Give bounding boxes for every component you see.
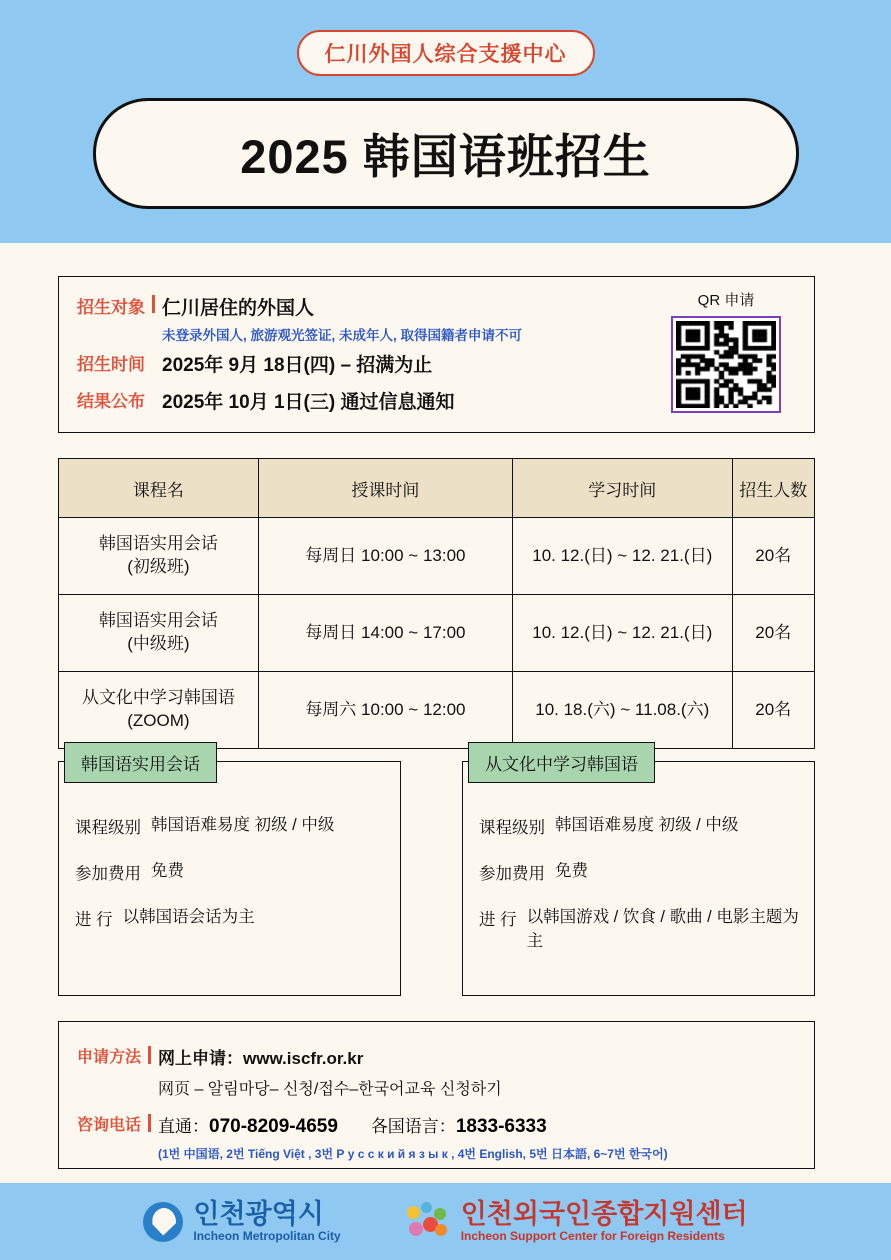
detail-key: 进 行	[479, 911, 517, 929]
detail-item	[75, 860, 388, 884]
divider-bar-icon	[148, 1046, 151, 1064]
page-title: 2025 韩国语班招生	[240, 130, 651, 183]
qr-code-frame[interactable]	[671, 316, 781, 413]
target-note: 未登录外国人, 旅游观光签证, 未成年人, 取得国籍者申请不可	[162, 328, 523, 343]
poster-header	[0, 0, 891, 243]
organization-pill: 仁川外国人综合支援中心	[297, 30, 595, 76]
poster-title-box	[93, 98, 799, 209]
detail-key: 进 行	[75, 911, 113, 929]
detail-value: 以韩国语会话为主	[122, 908, 255, 926]
apply-phone-row	[77, 1112, 668, 1162]
period-label: 招生时间	[77, 355, 145, 374]
table-header-row	[59, 459, 815, 518]
course-name-line2: (ZOOM)	[127, 711, 190, 730]
spacer	[152, 389, 155, 407]
detail-value: 韩国语难易度 初级 / 中级	[555, 816, 739, 834]
recruitment-info-box	[58, 276, 815, 433]
target-label: 招生对象	[77, 298, 145, 317]
incheon-city-logo-icon	[143, 1202, 183, 1242]
detail-value: 免费	[151, 862, 184, 880]
table-row	[59, 518, 815, 595]
cell-capacity: 20名	[732, 672, 814, 749]
cell-study-period: 10. 12.(日) ~ 12. 21.(日)	[513, 595, 733, 672]
cell-class-time: 每周日 10:00 ~ 13:00	[258, 518, 512, 595]
apply-method-label: 申请方法	[77, 1049, 142, 1066]
target-row	[77, 293, 522, 344]
application-info-box	[58, 1021, 815, 1169]
detail-key: 参加费用	[479, 865, 545, 883]
divider-bar-icon	[152, 295, 155, 313]
detail-value: 免费	[555, 862, 588, 880]
cell-class-time: 每周日 14:00 ~ 17:00	[258, 595, 512, 672]
header-study-period: 学习时间	[513, 459, 733, 518]
course-table	[58, 458, 815, 749]
cell-study-period: 10. 18.(六) ~ 11.08.(六)	[513, 672, 733, 749]
spacer	[152, 352, 155, 370]
cell-course-name	[59, 672, 259, 749]
logo1-sub-text: Incheon Metropolitan City	[193, 1228, 341, 1243]
detail-key: 课程级别	[479, 819, 545, 837]
divider-bar-icon	[148, 1114, 151, 1132]
detail-list-conversation	[75, 814, 388, 952]
detail-key: 课程级别	[75, 819, 141, 837]
qr-code-icon[interactable]	[676, 321, 776, 408]
phone-multi-number[interactable]: 1833-6333	[455, 1116, 547, 1137]
phone-direct-number[interactable]: 070-8209-4659	[209, 1116, 338, 1137]
detail-value: 韩国语难易度 初级 / 中级	[151, 816, 335, 834]
apply-method-value[interactable]: 网上申请：www.iscfr.or.kr	[158, 1049, 364, 1068]
result-label: 结果公布	[77, 392, 145, 411]
poster-body	[0, 243, 891, 1183]
result-value: 2025年 10月 1日(三) 通过信息通知	[162, 392, 455, 413]
qr-section	[662, 289, 790, 413]
cell-capacity: 20名	[732, 595, 814, 672]
table-row	[59, 672, 815, 749]
cell-study-period: 10. 12.(日) ~ 12. 21.(日)	[513, 518, 733, 595]
phone-language-note: (1번 中国语, 2번 Tiếng Việt , 3번 Р у с с к и й я з ы к , 4번 English, 5번 日本語, 6~7번 한국어)	[158, 1147, 668, 1161]
cell-course-name	[59, 595, 259, 672]
detail-key: 参加费用	[75, 865, 141, 883]
detail-item	[479, 814, 802, 838]
course-name-line2: (初级班)	[127, 557, 190, 576]
target-value: 仁川居住的外国人	[162, 298, 315, 319]
course-name-line1: 韩国语实用会话	[98, 611, 218, 631]
logo-support-center	[405, 1200, 748, 1242]
cell-class-time: 每周六 10:00 ~ 12:00	[258, 672, 512, 749]
poster-footer	[0, 1183, 891, 1260]
qr-caption: QR 申请	[697, 292, 755, 309]
logo1-main-text: 인천광역시	[193, 1199, 324, 1230]
table-row	[59, 595, 815, 672]
apply-phone-label: 咨询电话	[77, 1117, 142, 1134]
detail-item	[75, 814, 388, 838]
detail-value: 以韩国游戏 / 饮食 / 歌曲 / 电影主题为主	[526, 908, 799, 950]
header-course-name: 课程名	[59, 459, 259, 518]
course-name-line2: (中级班)	[127, 634, 190, 653]
cell-course-name	[59, 518, 259, 595]
apply-method-path: 网页 – 알림마당– 신청/접수–한국어교육 신청하기	[158, 1081, 502, 1098]
header-class-time: 授课时间	[258, 459, 512, 518]
result-row	[77, 387, 454, 414]
detail-item	[479, 860, 802, 884]
apply-method-row	[77, 1044, 502, 1099]
course-name-line1: 韩国语实用会话	[98, 534, 218, 554]
detail-box-culture	[462, 755, 815, 996]
phone-line	[158, 1112, 668, 1138]
detail-tab-conversation: 韩国语实用会话	[64, 742, 217, 783]
support-center-logo-icon	[405, 1202, 451, 1242]
detail-tab-culture: 从文化中学习韩国语	[468, 742, 655, 783]
detail-item	[75, 906, 388, 930]
detail-list-culture	[479, 814, 802, 976]
logo2-sub-text: Incheon Support Center for Foreign Residents	[460, 1228, 725, 1243]
phone-direct-prefix: 直通：	[158, 1117, 210, 1136]
detail-item	[479, 906, 802, 954]
course-name-line1: 从文化中学习韩国语	[81, 688, 235, 708]
period-value: 2025年 9月 18日(四) – 招满为止	[162, 355, 433, 376]
header-capacity: 招生人数	[732, 459, 814, 518]
phone-multi-prefix: 各国语言：	[370, 1117, 456, 1136]
cell-capacity: 20名	[732, 518, 814, 595]
logo2-main-text: 인천외국인종합지원센터	[460, 1199, 748, 1230]
detail-box-conversation	[58, 755, 401, 996]
period-row	[77, 350, 432, 377]
logo-incheon-city	[143, 1200, 340, 1242]
